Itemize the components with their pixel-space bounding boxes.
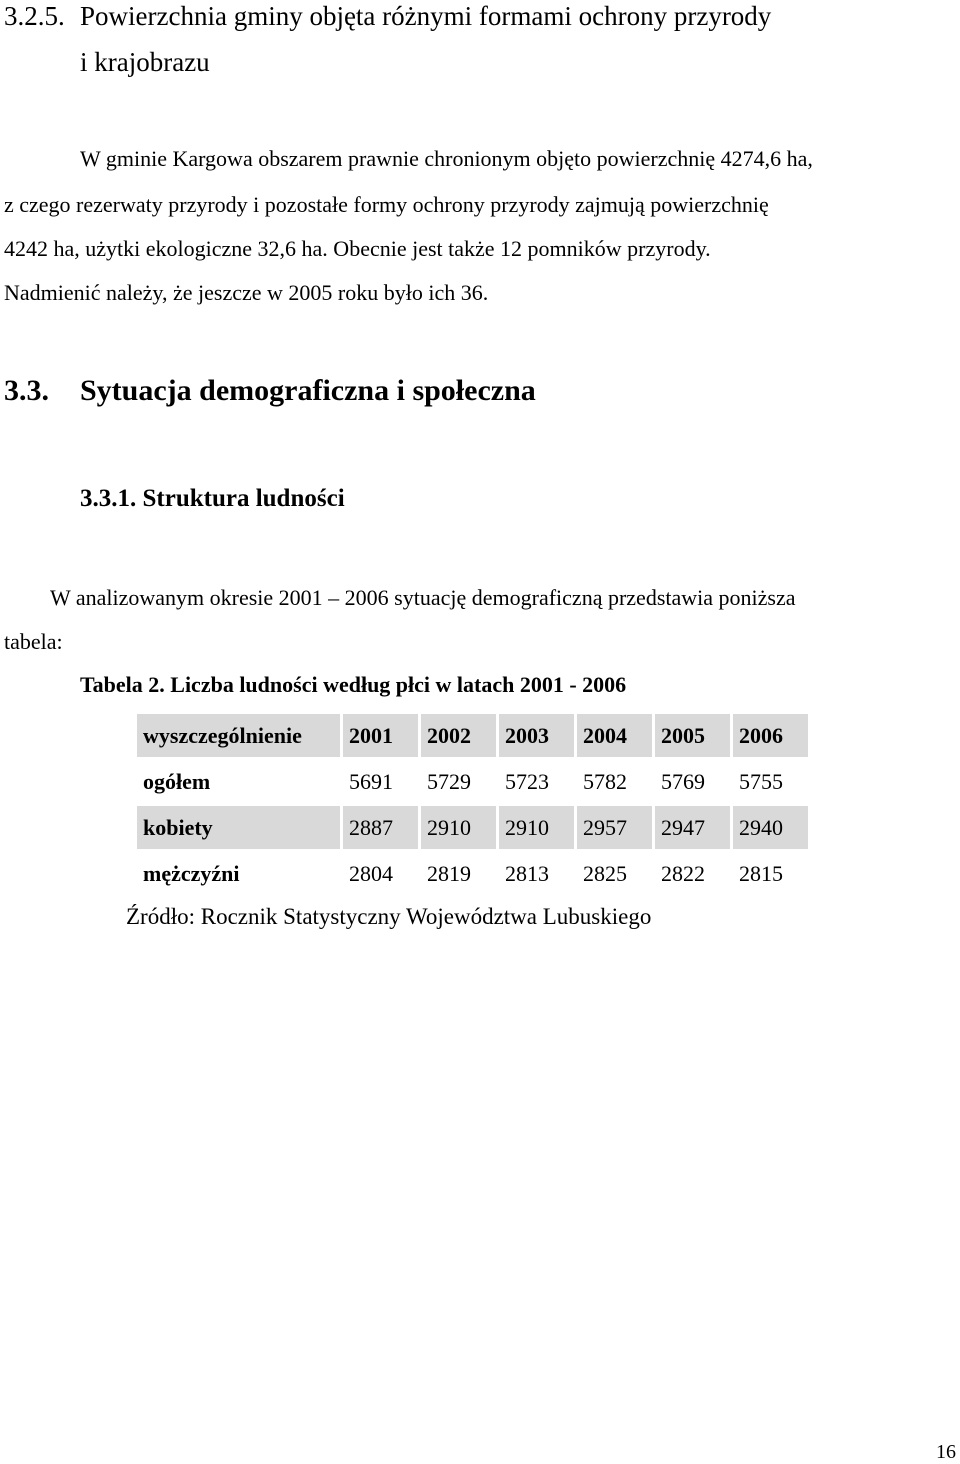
table-cell: 5782 (577, 760, 652, 803)
section-number: 3.3. (4, 374, 49, 407)
table-cell: 2804 (343, 852, 418, 895)
paragraph1-line4: Nadmienić należy, że jeszcze w 2005 roku było ich 36. (4, 280, 489, 305)
table-cell: 5691 (343, 760, 418, 803)
paragraph2-line2: tabela: (4, 629, 63, 654)
table-cell: 5723 (499, 760, 574, 803)
heading-number: 3.2.5. (4, 1, 65, 31)
paragraph1-line1: W gminie Kargowa obszarem prawnie chronionym objęto powierzchnię 4274,6 ha, (80, 146, 813, 171)
table-cell: 2825 (577, 852, 652, 895)
table-cell: 2815 (733, 852, 808, 895)
table-cell: 2947 (655, 806, 730, 849)
population-table (134, 711, 811, 898)
table-row (137, 852, 808, 895)
table-header-cell: 2006 (733, 714, 808, 757)
heading-title-line2: i krajobrazu (80, 47, 210, 77)
table-row-label: kobiety (137, 806, 340, 849)
table-cell: 5755 (733, 760, 808, 803)
page-number: 16 (936, 1441, 956, 1463)
table-row (137, 806, 808, 849)
table-cell: 5769 (655, 760, 730, 803)
subsection-title: 3.3.1. Struktura ludności (80, 485, 345, 512)
table-header-cell: wyszczególnienie (137, 714, 340, 757)
table-cell: 2940 (733, 806, 808, 849)
table-header-cell: 2001 (343, 714, 418, 757)
table-header-row (137, 714, 808, 757)
table-cell: 2910 (499, 806, 574, 849)
table-caption: Tabela 2. Liczba ludności według płci w latach 2001 - 2006 (80, 672, 627, 697)
table-row (137, 760, 808, 803)
paragraph2-line1: W analizowanym okresie 2001 – 2006 sytuację demograficzną przedstawia poniższa (50, 585, 796, 610)
table-cell: 2813 (499, 852, 574, 895)
section-title: Sytuacja demograficzna i społeczna (80, 374, 536, 407)
paragraph1-line3: 4242 ha, użytki ekologiczne 32,6 ha. Obecnie jest także 12 pomników przyrody. (4, 236, 711, 261)
table-header-cell: 2002 (421, 714, 496, 757)
table-header-cell: 2005 (655, 714, 730, 757)
table-row-label: mężczyźni (137, 852, 340, 895)
table-row-label: ogółem (137, 760, 340, 803)
table-source: Źródło: Rocznik Statystyczny Województwa Lubuskiego (126, 904, 652, 929)
table-cell: 2910 (421, 806, 496, 849)
heading-title-line1: Powierzchnia gminy objęta różnymi formami ochrony przyrody (80, 1, 772, 31)
table-header-cell: 2004 (577, 714, 652, 757)
table-cell: 2887 (343, 806, 418, 849)
table-cell: 5729 (421, 760, 496, 803)
table-cell: 2822 (655, 852, 730, 895)
table-cell: 2819 (421, 852, 496, 895)
paragraph1-line2: z czego rezerwaty przyrody i pozostałe formy ochrony przyrody zajmują powierzchnię (4, 192, 769, 217)
table-header-cell: 2003 (499, 714, 574, 757)
table-cell: 2957 (577, 806, 652, 849)
